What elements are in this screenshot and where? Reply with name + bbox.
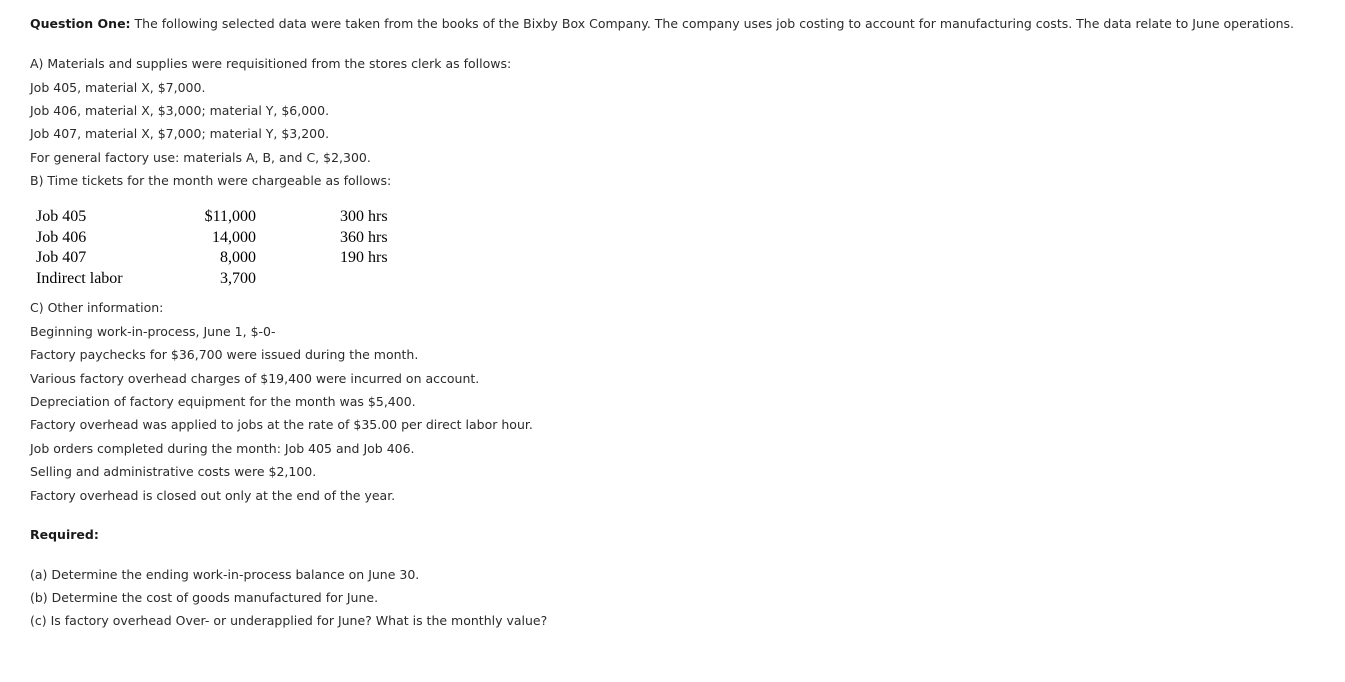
hours-cell <box>340 269 400 290</box>
section-c-item: Beginning work-in-process, June 1, $-0- <box>30 324 276 339</box>
required-title: Required: <box>30 527 99 542</box>
amount-cell: $11,000 <box>204 208 256 225</box>
job-cell: Job 406 <box>36 228 87 246</box>
required-item: (a) Determine the ending work-in-process balance on June 30. <box>30 567 420 582</box>
job-cell: Indirect labor <box>36 269 123 287</box>
question-intro-text: The following selected data were taken from the books of the Bixby Box Company. The company uses job costing to account for manufacturing costs. The data relate to June operations. <box>130 16 1294 31</box>
job-cell: Job 407 <box>36 249 87 266</box>
section-c-item: Job orders completed during the month: Job 405 and Job 406. <box>30 441 415 456</box>
hours-cell: 360 hrs <box>340 228 388 246</box>
amount-cell: 3,700 <box>220 269 256 287</box>
section-a-title: A) Materials and supplies were requisitioned from the stores clerk as follows: <box>30 56 512 71</box>
section-a-item: Job 406, material X, $3,000; material Y, $6,000. <box>30 103 330 118</box>
section-c-item: Selling and administrative costs were $2,100. <box>30 464 317 479</box>
section-a-item: Job 407, material X, $7,000; material Y, $3,200. <box>30 126 330 141</box>
section-b-title: B) Time tickets for the month were chargeable as follows: <box>30 173 392 188</box>
section-c-item: Factory overhead is closed out only at the end of the year. <box>30 488 396 503</box>
section-a-item: For general factory use: materials A, B, and C, $2,300. <box>30 150 371 165</box>
section-c-item: Factory paychecks for $36,700 were issued during the month. <box>30 347 419 362</box>
question-intro <box>30 16 1294 32</box>
section-c-item: Factory overhead was applied to jobs at the rate of $35.00 per direct labor hour. <box>30 417 533 432</box>
section-c-title: C) Other information: <box>30 300 164 315</box>
amount-cell: 8,000 <box>220 249 256 266</box>
required-item: (b) Determine the cost of goods manufactured for June. <box>30 590 379 605</box>
section-a-item: Job 405, material X, $7,000. <box>30 80 206 95</box>
job-cell: Job 405 <box>36 208 87 225</box>
required-item: (c) Is factory overhead Over- or underapplied for June? What is the monthly value? <box>30 613 548 628</box>
hours-cell: 300 hrs <box>340 208 388 225</box>
table-row <box>36 207 400 228</box>
section-c-item: Various factory overhead charges of $19,400 were incurred on account. <box>30 371 480 386</box>
amount-cell: 14,000 <box>212 228 256 246</box>
hours-cell: 190 hrs <box>340 249 388 266</box>
section-c-item: Depreciation of factory equipment for the month was $5,400. <box>30 394 416 409</box>
table-row <box>36 248 400 269</box>
time-tickets-table <box>36 207 400 289</box>
table-row <box>36 269 400 290</box>
table-row <box>36 228 400 249</box>
question-heading: Question One: <box>30 16 131 31</box>
